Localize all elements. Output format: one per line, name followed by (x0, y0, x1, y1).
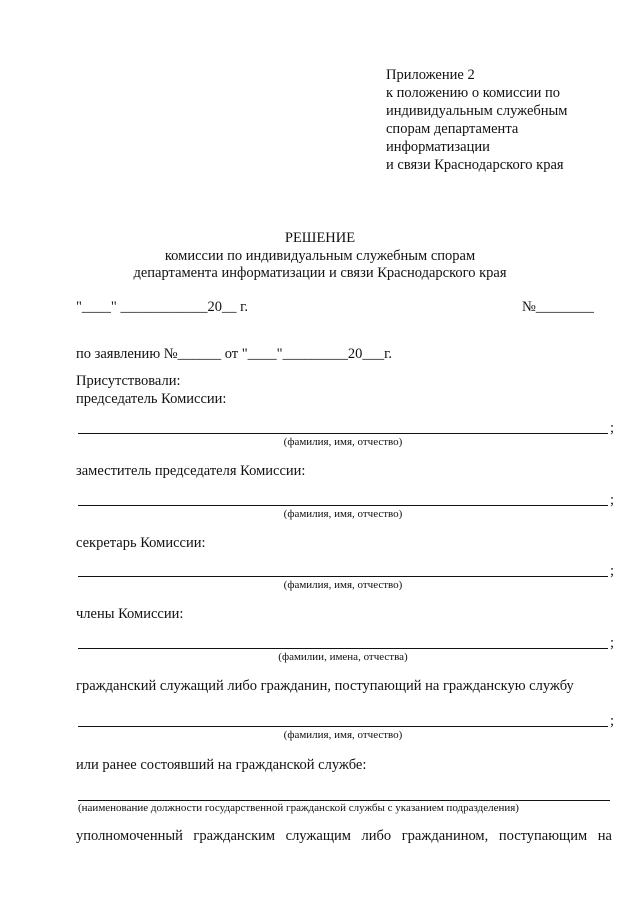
chairman-line (78, 433, 608, 434)
civil-servant-semicolon: ; (610, 713, 615, 729)
civil-servant-line (78, 726, 608, 727)
application-row: по заявлению №______ от "____"_________20___г. (76, 346, 393, 362)
chairman-hint: (фамилия, имя, отчество) (283, 436, 403, 448)
secretary-line (78, 576, 608, 577)
number-field: №________ (522, 299, 594, 315)
civil-servant-label: гражданский служащий либо гражданин, поступающий на гражданскую службу (76, 678, 574, 694)
bottom-paragraph-line (76, 828, 612, 845)
secretary-semicolon: ; (610, 563, 615, 579)
former-servant-label: или ранее состоявший на гражданской службе: (76, 757, 367, 773)
deputy-hint: (фамилия, имя, отчество) (283, 508, 403, 520)
word: гражданином, (401, 828, 489, 844)
secretary-hint: (фамилия, имя, отчество) (283, 579, 403, 591)
word: поступающим (498, 828, 588, 844)
chairman-label: председатель Комиссии: (76, 391, 227, 407)
secretary-label: секретарь Комиссии: (76, 535, 206, 551)
word: уполномоченный (76, 828, 183, 844)
appendix-line-5: информатизации (386, 139, 490, 155)
members-hint: (фамилии, имена, отчества) (278, 651, 408, 663)
deputy-semicolon: ; (610, 492, 615, 508)
members-line (78, 648, 608, 649)
decision-subtitle-2: департамента информатизации и связи Краснодарского края (133, 265, 507, 281)
civil-servant-hint: (фамилия, имя, отчество) (283, 729, 403, 741)
chairman-semicolon: ; (610, 420, 615, 436)
word: гражданским (193, 828, 276, 844)
appendix-line-2: к положению о комиссии по (386, 85, 560, 101)
word: служащим (285, 828, 351, 844)
members-label: члены Комиссии: (76, 606, 184, 622)
date-field: "____" ____________20__ г. (76, 299, 249, 315)
members-semicolon: ; (610, 635, 615, 651)
appendix-line-3: индивидуальным служебным (386, 103, 568, 119)
word: либо (361, 828, 392, 844)
appendix-line-4: спорам департамента (386, 121, 519, 137)
deputy-label: заместитель председателя Комиссии: (76, 463, 306, 479)
appendix-line-6: и связи Краснодарского края (386, 157, 564, 173)
deputy-line (78, 505, 608, 506)
decision-title: РЕШЕНИЕ (284, 230, 356, 246)
word: на (597, 828, 612, 844)
position-line (78, 800, 610, 801)
appendix-line-1: Приложение 2 (386, 67, 475, 83)
present-label: Присутствовали: (76, 373, 181, 389)
position-hint: (наименование должности государственной гражданской службы с указанием подразделения) (78, 802, 519, 814)
decision-subtitle-1: комиссии по индивидуальным служебным спорам (164, 248, 476, 264)
